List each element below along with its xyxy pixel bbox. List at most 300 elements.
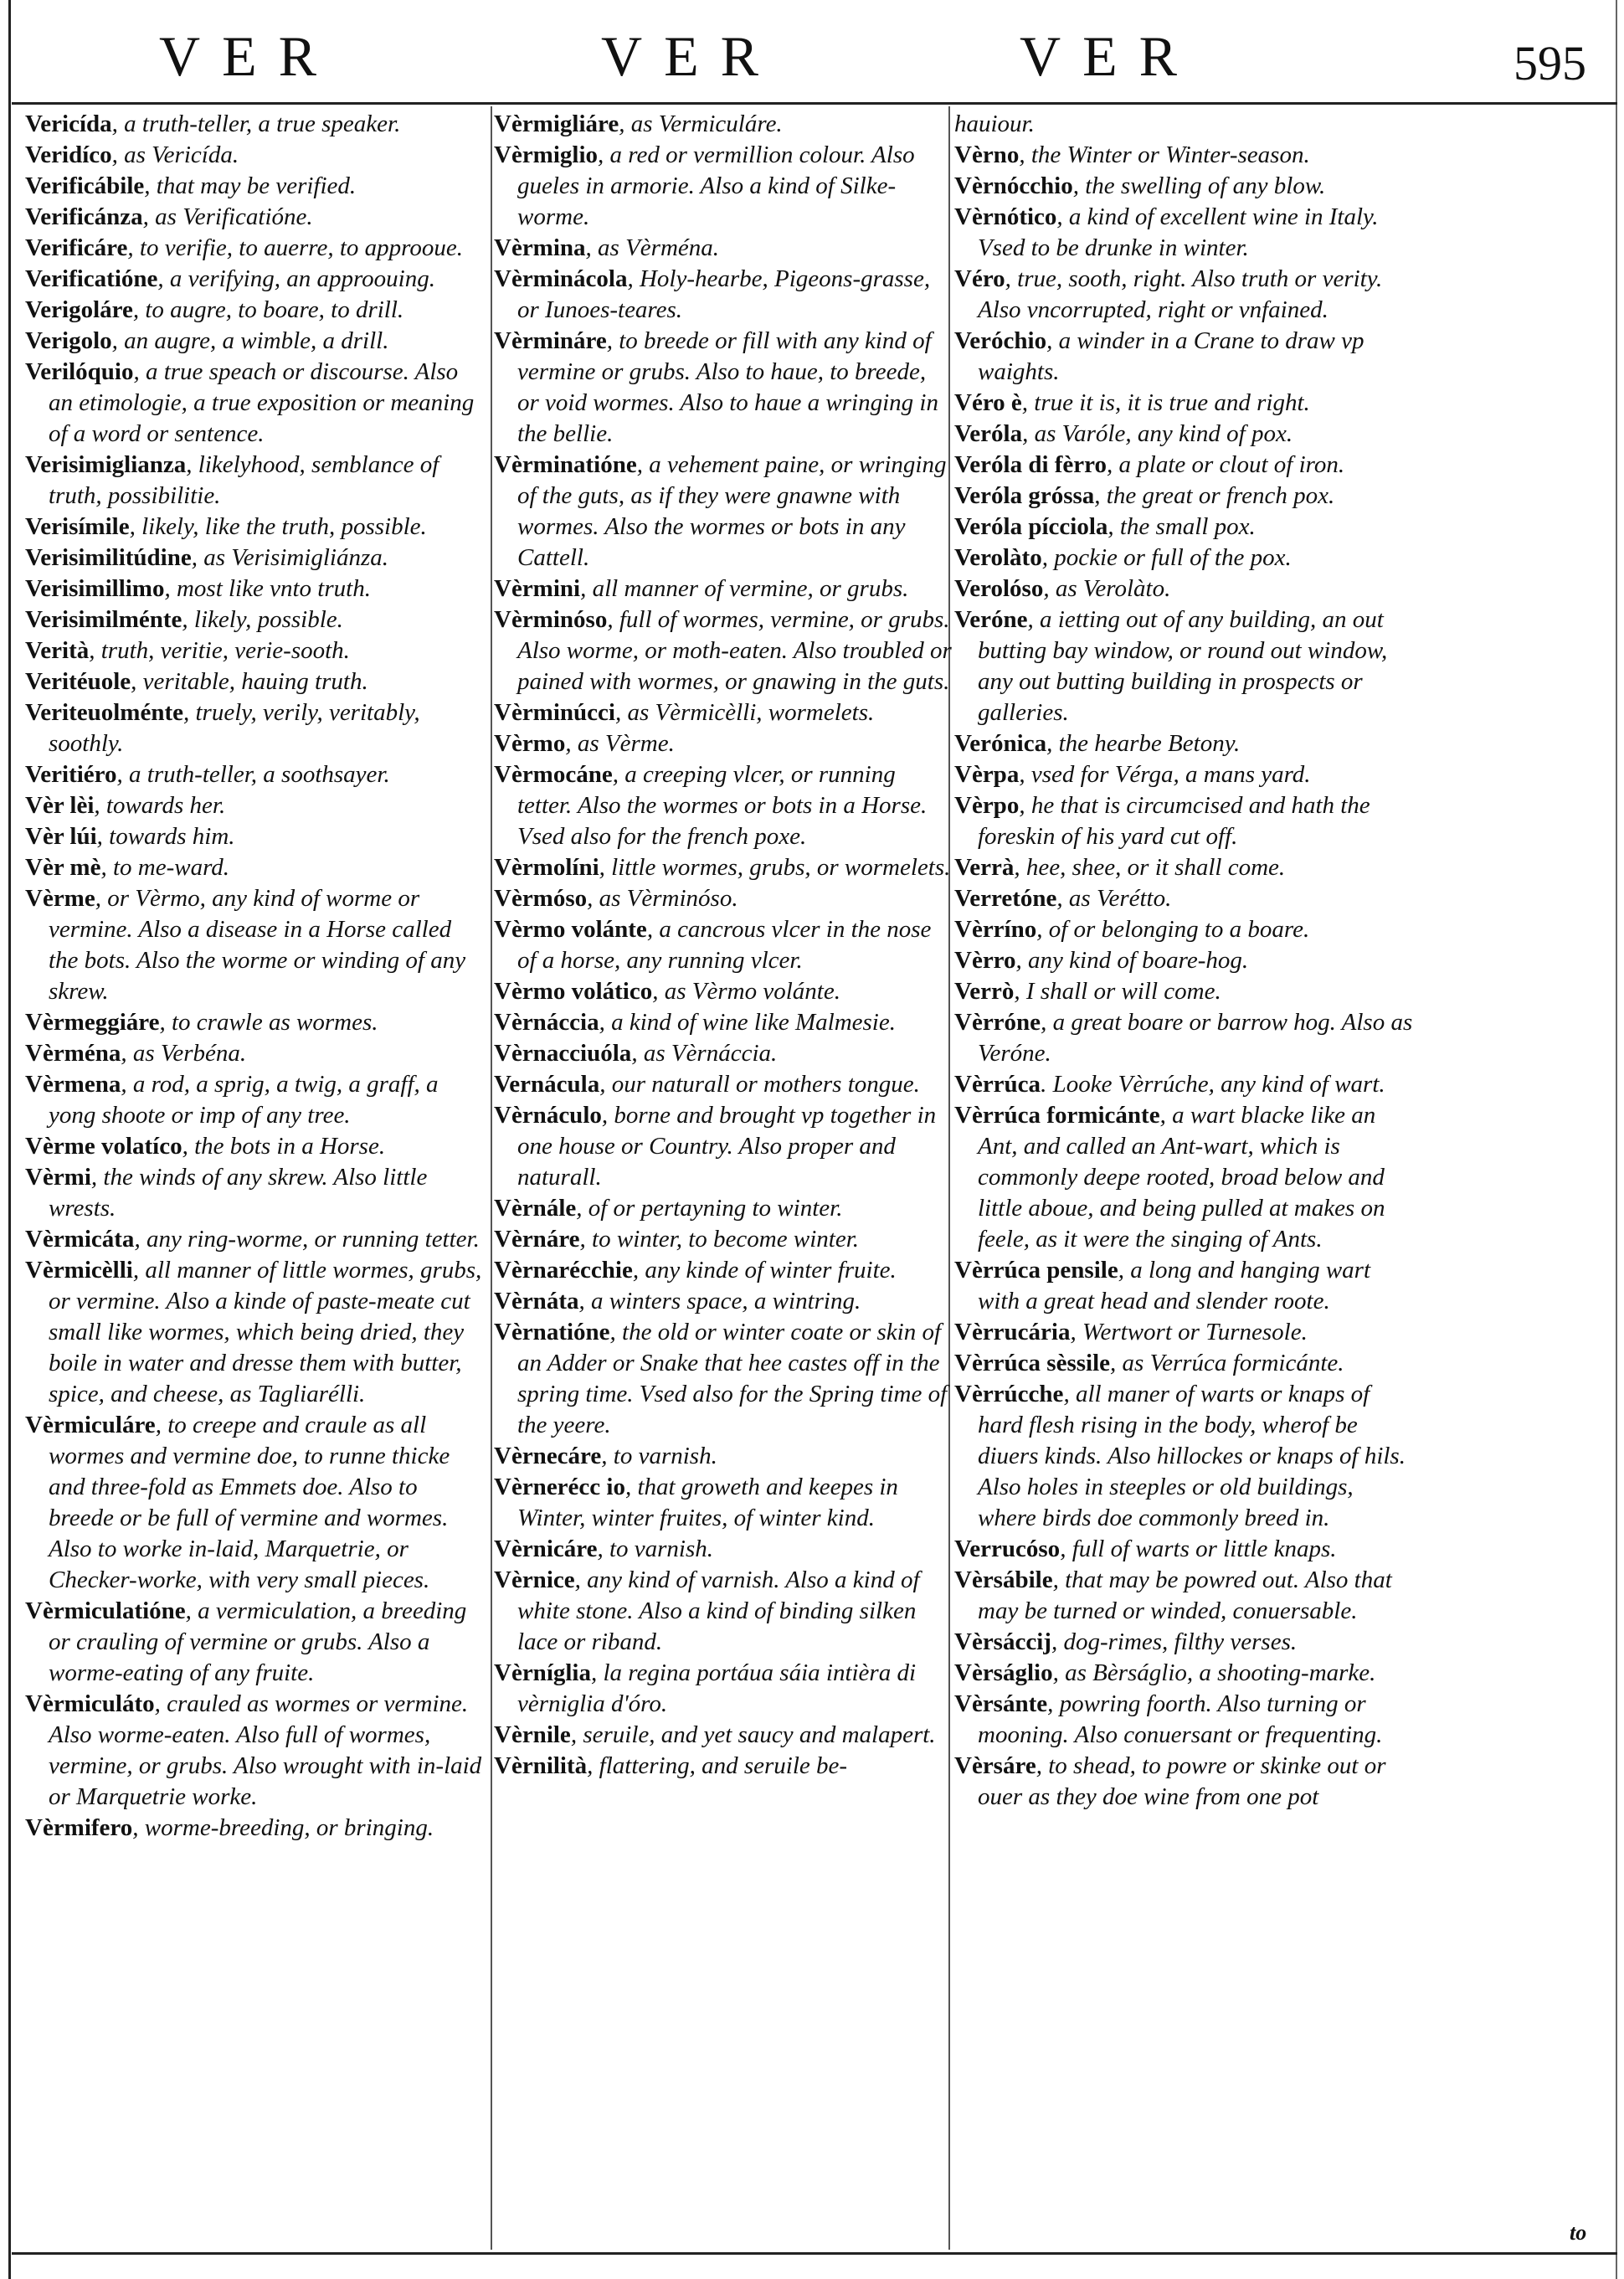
entry-definition: , as Varóle, any kind of pox. bbox=[1022, 420, 1293, 447]
dictionary-entry bbox=[954, 109, 1413, 140]
entry-headword: Vèrsáccij bbox=[954, 1628, 1051, 1655]
entry-definition: , the swelling of any blow. bbox=[1072, 172, 1326, 199]
dictionary-entry bbox=[25, 574, 484, 604]
entry-definition: , to varnish. bbox=[597, 1536, 714, 1562]
dictionary-entry bbox=[954, 574, 1413, 604]
dictionary-entry bbox=[25, 140, 484, 171]
entry-headword: Vèrminóso bbox=[494, 606, 608, 633]
entry-definition: , to shead, to powre or skinke out or ouer as they doe wine from one pot bbox=[978, 1752, 1386, 1810]
dictionary-entry bbox=[954, 976, 1413, 1007]
entry-headword: Verità bbox=[25, 637, 90, 664]
dictionary-entry bbox=[954, 1007, 1413, 1069]
entry-headword: Verolàto bbox=[954, 544, 1042, 571]
dictionary-entry bbox=[25, 1255, 484, 1410]
entry-headword: Vèrno bbox=[954, 141, 1020, 168]
entry-headword: Vèrpo bbox=[954, 792, 1020, 819]
entry-definition: , an augre, a wimble, a drill. bbox=[111, 327, 389, 354]
column-middle bbox=[494, 109, 953, 1782]
entry-headword: Vèrmiculatióne bbox=[25, 1597, 186, 1624]
entry-definition: , worme-breeding, or bringing. bbox=[132, 1814, 434, 1841]
entry-definition: , our naturall or mothers tongue. bbox=[599, 1071, 920, 1098]
entry-headword: Vèrrúca pensile bbox=[954, 1257, 1118, 1284]
dictionary-entry bbox=[494, 1038, 953, 1069]
entry-definition: , vsed for Vérga, a mans yard. bbox=[1019, 761, 1311, 788]
entry-definition: , la regina portáua sáia intièra di vèrniglia d'óro. bbox=[517, 1659, 917, 1717]
entry-headword: Verisímile bbox=[25, 513, 130, 540]
entry-definition: , a kind of excellent wine in Italy. Vsed to be drunke in winter. bbox=[978, 203, 1379, 261]
dictionary-entry bbox=[494, 1565, 953, 1658]
dictionary-entry bbox=[494, 852, 953, 883]
entry-headword: Verónica bbox=[954, 730, 1047, 757]
dictionary-entry bbox=[954, 1658, 1413, 1689]
page-right-edge bbox=[1616, 0, 1617, 2279]
entry-definition: , that may be verified. bbox=[144, 172, 357, 199]
entry-definition: , the bots in a Horse. bbox=[182, 1133, 386, 1160]
entry-headword: Verisimillimo bbox=[25, 575, 165, 602]
entry-definition: , Wertwort or Turnesole. bbox=[1070, 1319, 1308, 1345]
entry-headword: Veróla bbox=[954, 420, 1023, 447]
dictionary-entry bbox=[954, 1069, 1413, 1100]
dictionary-entry bbox=[954, 852, 1413, 883]
entry-headword: Verisimiglianza bbox=[25, 451, 187, 478]
entry-headword: Vèrmini bbox=[494, 575, 581, 602]
entry-definition: , a long and hanging wart with a great head and slender roote. bbox=[978, 1257, 1371, 1314]
entry-definition: , a winters space, a wintring. bbox=[578, 1288, 861, 1314]
entry-headword: Vèrsábile bbox=[954, 1566, 1053, 1593]
entry-headword: Vèrróne bbox=[954, 1009, 1041, 1036]
entry-headword: Verificábile bbox=[25, 172, 145, 199]
column-rule-1 bbox=[491, 106, 492, 2250]
dictionary-entry bbox=[494, 883, 953, 914]
dictionary-entry bbox=[954, 264, 1413, 326]
entry-definition: , a truth-teller, a true speaker. bbox=[111, 111, 401, 137]
dictionary-entry bbox=[494, 1441, 953, 1472]
entry-headword: Vèr lèi bbox=[25, 792, 95, 819]
entry-headword: Verigoláre bbox=[25, 296, 133, 323]
entry-definition: , as Vermiculáre. bbox=[619, 111, 783, 137]
dictionary-entry bbox=[494, 450, 953, 574]
entry-definition: , as Vèrme. bbox=[565, 730, 675, 757]
entry-definition: , as Verbéna. bbox=[121, 1040, 247, 1067]
entry-headword: Vèrmináre bbox=[494, 327, 607, 354]
entry-definition: , flattering, and seruile be- bbox=[587, 1752, 848, 1779]
entry-headword: Verrà bbox=[954, 854, 1015, 881]
entry-definition: , the small pox. bbox=[1108, 513, 1256, 540]
entry-headword: Verificáre bbox=[25, 234, 128, 261]
entry-definition: , powring foorth. Also turning or mooning. Also conuersant or frequenting. bbox=[978, 1690, 1383, 1748]
entry-headword: Vèrmiglio bbox=[494, 141, 599, 168]
dictionary-entry bbox=[25, 202, 484, 233]
entry-definition: , likelyhood, semblance of truth, possibilitie. bbox=[49, 451, 439, 509]
entry-headword: Vèrrúcche bbox=[954, 1381, 1064, 1407]
entry-headword: Vèrnále bbox=[494, 1195, 577, 1222]
entry-headword: Vèrníglia bbox=[494, 1659, 591, 1686]
dictionary-entry bbox=[25, 1038, 484, 1069]
entry-definition: , truth, veritie, verie-sooth. bbox=[89, 637, 350, 664]
entry-definition: , any kind of varnish. Also a kind of white stone. Also a kind of binding silken lace or riband. bbox=[517, 1566, 920, 1655]
entry-definition: , likely, like the truth, possible. bbox=[129, 513, 427, 540]
dictionary-entry bbox=[494, 1317, 953, 1441]
entry-definition: , as Vericída. bbox=[111, 141, 239, 168]
dictionary-entry bbox=[25, 790, 484, 821]
dictionary-entry bbox=[25, 635, 484, 666]
dictionary-entry bbox=[25, 1162, 484, 1224]
entry-definition: , to verifie, to auerre, to approoue. bbox=[127, 234, 463, 261]
entry-definition: , borne and brought vp together in one house or Country. Also proper and naturall. bbox=[517, 1102, 937, 1191]
dictionary-entry bbox=[25, 233, 484, 264]
dictionary-entry bbox=[25, 295, 484, 326]
entry-headword: Vèrmicáta bbox=[25, 1226, 135, 1253]
dictionary-entry bbox=[25, 883, 484, 1007]
header-center-word: VER bbox=[601, 24, 780, 88]
entry-headword: Verificatióne bbox=[25, 265, 158, 292]
entry-headword: Vèrmo bbox=[494, 730, 566, 757]
entry-definition: , as Vèrmicèlli, wormelets. bbox=[614, 699, 875, 726]
catchword: to bbox=[1570, 2220, 1587, 2245]
dictionary-entry bbox=[494, 728, 953, 759]
entry-headword: Vèrpa bbox=[954, 761, 1020, 788]
entry-definition: , little wormes, grubs, or wormelets. bbox=[599, 854, 951, 881]
dictionary-entry bbox=[494, 1286, 953, 1317]
entry-definition: , a winder in a Crane to draw vp waights. bbox=[978, 327, 1364, 385]
entry-definition: , the hearbe Betony. bbox=[1046, 730, 1241, 757]
dictionary-entry bbox=[25, 1410, 484, 1596]
entry-headword: Veritiéro bbox=[25, 761, 117, 788]
entry-headword: Vèrnicáre bbox=[494, 1536, 598, 1562]
column-left bbox=[25, 109, 484, 1844]
entry-definition: , a kind of wine like Malmesie. bbox=[599, 1009, 896, 1036]
dictionary-entry bbox=[25, 697, 484, 759]
entry-definition: , a truth-teller, a soothsayer. bbox=[116, 761, 390, 788]
entry-definition: , hee, shee, or it shall come. bbox=[1014, 854, 1286, 881]
entry-headword: Vèrmo volánte bbox=[494, 916, 647, 943]
footer-rule bbox=[12, 2252, 1617, 2255]
dictionary-entry bbox=[25, 666, 484, 697]
header-right-word: VER bbox=[1020, 24, 1199, 88]
entry-headword: Vèrnáre bbox=[494, 1226, 580, 1253]
dictionary-entry bbox=[25, 450, 484, 512]
dictionary-entry bbox=[494, 697, 953, 728]
entry-headword: Véro bbox=[954, 265, 1005, 292]
dictionary-entry bbox=[954, 1627, 1413, 1658]
dictionary-entry bbox=[25, 109, 484, 140]
page-left-edge bbox=[8, 0, 11, 2279]
dictionary-entry bbox=[954, 1255, 1413, 1317]
dictionary-entry bbox=[954, 1751, 1413, 1813]
entry-definition: , Holy-hearbe, Pigeons-grasse, or Iunoes-teares. bbox=[517, 265, 931, 323]
entry-definition: , towards him. bbox=[96, 823, 235, 850]
entry-definition: , a rod, a sprig, a twig, a graff, a yong shoote or imp of any tree. bbox=[49, 1071, 439, 1129]
entry-headword: Vèrmena bbox=[25, 1071, 121, 1098]
entry-headword: Veróchio bbox=[954, 327, 1047, 354]
entry-headword: Vèrnáccia bbox=[494, 1009, 599, 1036]
dictionary-entry bbox=[494, 264, 953, 326]
dictionary-entry bbox=[954, 728, 1413, 759]
entry-definition: , a wart blacke like an Ant, and called an Ant-wart, which is commonly deepe rooted, broad below and little aboue, and being pulled at makes on feele, as it were the singing of Ants. bbox=[978, 1102, 1385, 1253]
entry-definition: , of or pertayning to winter. bbox=[576, 1195, 843, 1222]
entry-headword: Vèrmeggiáre bbox=[25, 1009, 160, 1036]
entry-headword: Vèrnecáre bbox=[494, 1443, 602, 1469]
entry-headword: Vèrnilità bbox=[494, 1752, 588, 1779]
entry-headword: Vèrmigliáre bbox=[494, 111, 619, 137]
entry-definition: , pockie or full of the pox. bbox=[1041, 544, 1292, 571]
entry-headword: Vèrságlio bbox=[954, 1659, 1053, 1686]
entry-definition: , likely, possible. bbox=[182, 606, 343, 633]
dictionary-entry bbox=[494, 914, 953, 976]
entry-definition: , to winter, to become winter. bbox=[579, 1226, 860, 1253]
dictionary-entry bbox=[954, 140, 1413, 171]
entry-definition: , of or belonging to a boare. bbox=[1036, 916, 1310, 943]
entry-definition: hauiour. bbox=[954, 111, 1035, 137]
entry-definition: , the winds of any skrew. Also little wrests. bbox=[49, 1164, 428, 1222]
entry-headword: Vèrro bbox=[954, 947, 1016, 974]
dictionary-entry bbox=[494, 759, 953, 852]
page-number: 595 bbox=[1514, 36, 1586, 90]
entry-headword: Verigolo bbox=[25, 327, 112, 354]
entry-headword: Vèrme volatíco bbox=[25, 1133, 182, 1160]
entry-headword: Verrucóso bbox=[954, 1536, 1061, 1562]
dictionary-entry bbox=[25, 759, 484, 790]
entry-definition: , a ietting out of any building, an out butting bay window, or round out window, any out butting building in prospects or galleries. bbox=[978, 606, 1388, 726]
entry-definition: , that may be powred out. Also that may be turned or winded, conuersable. bbox=[978, 1566, 1392, 1624]
entry-definition: , I shall or will come. bbox=[1014, 978, 1221, 1005]
entry-headword: Vèrrúca bbox=[954, 1071, 1041, 1098]
entry-headword: Veriteuolménte bbox=[25, 699, 183, 726]
dictionary-entry bbox=[494, 326, 953, 450]
entry-definition: , to creepe and craule as all wormes and vermine doe, to runne thicke and three-fold as Emmets doe. Also to breede or be full of vermine and wormes. Also to worke in-laid, Marquetrie, or Checker-worke, with very small pieces. bbox=[49, 1412, 450, 1593]
dictionary-entry bbox=[494, 1224, 953, 1255]
entry-headword: Veritéuole bbox=[25, 668, 131, 695]
dictionary-entry bbox=[954, 543, 1413, 574]
entry-definition: , to breede or fill with any kind of vermine or grubs. Also to haue, to breede, or void wormes. Also to haue a wringing in the bellie. bbox=[517, 327, 938, 447]
dictionary-entry bbox=[954, 945, 1413, 976]
entry-definition: , as Vèrména. bbox=[585, 234, 720, 261]
dictionary-entry bbox=[954, 1100, 1413, 1255]
entry-definition: , a red or vermillion colour. Also gueles in armorie. Also a kind of Silke-worme. bbox=[517, 141, 915, 230]
entry-definition: . Looke Vèrrúche, any kind of wart. bbox=[1041, 1071, 1385, 1098]
dictionary-entry bbox=[494, 233, 953, 264]
entry-headword: Vèrminácola bbox=[494, 265, 628, 292]
entry-headword: Vèrmina bbox=[494, 234, 586, 261]
dictionary-entry bbox=[494, 1255, 953, 1286]
entry-definition: , a great boare or barrow hog. Also as Veróne. bbox=[978, 1009, 1413, 1067]
dictionary-entry bbox=[25, 1224, 484, 1255]
entry-headword: Veróla pícciola bbox=[954, 513, 1108, 540]
entry-definition: , as Bèrságlio, a shooting-marke. bbox=[1052, 1659, 1376, 1686]
entry-definition: , to crawle as wormes. bbox=[159, 1009, 378, 1036]
entry-headword: Vèrminatióne bbox=[494, 451, 637, 478]
entry-headword: Vèrnerécc io bbox=[494, 1474, 625, 1500]
entry-headword: Vèrnile bbox=[494, 1721, 571, 1748]
entry-definition: , all manner of vermine, or grubs. bbox=[580, 575, 909, 602]
dictionary-entry bbox=[954, 388, 1413, 419]
dictionary-entry bbox=[494, 1100, 953, 1193]
entry-headword: Vèrnótico bbox=[954, 203, 1057, 230]
dictionary-entry bbox=[25, 264, 484, 295]
entry-headword: Vernácula bbox=[494, 1071, 600, 1098]
dictionary-entry bbox=[954, 1689, 1413, 1751]
entry-headword: Vèrmiculáto bbox=[25, 1690, 155, 1717]
dictionary-entry bbox=[494, 109, 953, 140]
entry-definition: , all manner of little wormes, grubs, or vermine. Also a kinde of paste-meate cut small like wormes, which being dried, they boile in water and dresse them with butter, spice, and cheese, as Tagliarélli. bbox=[49, 1257, 482, 1407]
entry-definition: , crauled as wormes or vermine. Also worme-eaten. Also full of wormes, vermine, or grubs. Also wrought with in-laid or Marquetrie worke. bbox=[49, 1690, 482, 1810]
entry-headword: Vèrnócchio bbox=[954, 172, 1073, 199]
entry-definition: , full of wormes, vermine, or grubs. Also worme, or moth-eaten. Also troubled or pained with wormes, or gnawing in the guts. bbox=[517, 606, 952, 695]
dictionary-entry bbox=[494, 1720, 953, 1751]
entry-headword: Verretóne bbox=[954, 885, 1057, 912]
entry-headword: Verisimilitúdine bbox=[25, 544, 192, 571]
entry-headword: Vèrrúca sèssile bbox=[954, 1350, 1111, 1376]
entry-headword: Vèrríno bbox=[954, 916, 1037, 943]
entry-definition: , a plate or clout of iron. bbox=[1107, 451, 1345, 478]
dictionary-entry bbox=[954, 1379, 1413, 1534]
dictionary-entry bbox=[954, 481, 1413, 512]
entry-headword: Vèrmicèlli bbox=[25, 1257, 133, 1284]
entry-headword: Vèrmifero bbox=[25, 1814, 133, 1841]
entry-definition: , any kinde of winter fruite. bbox=[632, 1257, 897, 1284]
entry-headword: Vèrmocáne bbox=[494, 761, 613, 788]
entry-headword: Vèrnarécchie bbox=[494, 1257, 633, 1284]
entry-definition: , he that is circumcised and hath the foreskin of his yard cut off. bbox=[978, 792, 1370, 850]
dictionary-entry bbox=[494, 1534, 953, 1565]
dictionary-entry bbox=[25, 821, 484, 852]
entry-definition: , truely, verily, veritably, soothly. bbox=[49, 699, 420, 757]
entry-headword: Vèrrucária bbox=[954, 1319, 1071, 1345]
dictionary-entry bbox=[954, 759, 1413, 790]
entry-definition: , any kind of boare-hog. bbox=[1015, 947, 1249, 974]
entry-headword: Vèrsáre bbox=[954, 1752, 1036, 1779]
dictionary-entry bbox=[494, 574, 953, 604]
header-rule bbox=[12, 102, 1617, 105]
dictionary-entry bbox=[954, 1534, 1413, 1565]
entry-definition: , a creeping vlcer, or running tetter. Also the wormes or bots in a Horse. Vsed also for the french poxe. bbox=[517, 761, 928, 850]
entry-definition: , to varnish. bbox=[601, 1443, 717, 1469]
dictionary-entry bbox=[494, 1658, 953, 1720]
dictionary-entry bbox=[25, 171, 484, 202]
entry-definition: , the old or winter coate or skin of an Adder or Snake that hee castes off in the spring time. Vsed also for the Spring time of the yeere. bbox=[517, 1319, 948, 1438]
entry-definition: , all maner of warts or knaps of hard flesh rising in the body, wherof be diuers kinds. Also hillockes or knaps of hils. Also holes in steeples or old buildings, where birds doe commonly breed in. bbox=[978, 1381, 1406, 1531]
dictionary-entry bbox=[494, 1751, 953, 1782]
dictionary-entry bbox=[25, 1131, 484, 1162]
entry-definition: , true, sooth, right. Also truth or verity. Also vncorrupted, right or vnfained. bbox=[978, 265, 1383, 323]
entry-headword: Vèrme bbox=[25, 885, 95, 912]
dictionary-entry bbox=[954, 1317, 1413, 1348]
entry-definition: , as Verificatióne. bbox=[142, 203, 313, 230]
entry-definition: , a cancrous vlcer in the nose of a horse, any running vlcer. bbox=[517, 916, 932, 974]
dictionary-entry bbox=[25, 1813, 484, 1844]
entry-headword: Verrò bbox=[954, 978, 1015, 1005]
entry-headword: Vericída bbox=[25, 111, 112, 137]
entry-headword: Véro è bbox=[954, 389, 1022, 416]
entry-headword: Veróla di fèrro bbox=[954, 451, 1108, 478]
entry-headword: Vèrsánte bbox=[954, 1690, 1048, 1717]
dictionary-entry bbox=[25, 543, 484, 574]
entry-definition: , a true speach or discourse. Also an etimologie, a true exposition or meaning of a word or sentence. bbox=[49, 358, 475, 447]
entry-headword: Vèrména bbox=[25, 1040, 121, 1067]
dictionary-entry bbox=[494, 1472, 953, 1534]
dictionary-entry bbox=[494, 1007, 953, 1038]
entry-definition: , the great or french pox. bbox=[1094, 482, 1335, 509]
entry-headword: Vèrnice bbox=[494, 1566, 575, 1593]
dictionary-entry bbox=[954, 512, 1413, 543]
entry-definition: , veritable, hauing truth. bbox=[131, 668, 368, 695]
entry-definition: , towards her. bbox=[94, 792, 226, 819]
entry-definition: , seruile, and yet saucy and malapert. bbox=[570, 1721, 936, 1748]
dictionary-entry bbox=[954, 914, 1413, 945]
entry-definition: , full of warts or little knaps. bbox=[1060, 1536, 1337, 1562]
entry-definition: , as Verisimigliánza. bbox=[191, 544, 388, 571]
entry-headword: Vèrrúca formicánte bbox=[954, 1102, 1160, 1129]
entry-headword: Vèrnatióne bbox=[494, 1319, 610, 1345]
dictionary-entry bbox=[494, 976, 953, 1007]
entry-headword: Vèrminúcci bbox=[494, 699, 615, 726]
entry-definition: , as Vèrnáccia. bbox=[631, 1040, 778, 1067]
dictionary-entry bbox=[954, 604, 1413, 728]
entry-headword: Vèrnáta bbox=[494, 1288, 579, 1314]
dictionary-entry bbox=[954, 326, 1413, 388]
dictionary-entry bbox=[954, 171, 1413, 202]
dictionary-entry bbox=[494, 1193, 953, 1224]
dictionary-entry bbox=[494, 1069, 953, 1100]
dictionary-entry bbox=[954, 1348, 1413, 1379]
entry-definition: , or Vèrmo, any kind of worme or vermine. Also a disease in a Horse called the bots. Also the worme or winding of any skrew. bbox=[49, 885, 466, 1005]
entry-headword: Verolóso bbox=[954, 575, 1044, 602]
entry-definition: , dog-rimes, filthy verses. bbox=[1051, 1628, 1298, 1655]
dictionary-entry bbox=[954, 1565, 1413, 1627]
dictionary-entry bbox=[25, 357, 484, 450]
entry-headword: Vèr mè bbox=[25, 854, 101, 881]
dictionary-entry bbox=[25, 512, 484, 543]
dictionary-entry bbox=[25, 852, 484, 883]
entry-definition: , a vehement paine, or wringing of the guts, as if they were gnawne with wormes. Also the wormes or bots in any Cattell. bbox=[517, 451, 947, 571]
column-right bbox=[954, 109, 1413, 1813]
dictionary-entry bbox=[25, 326, 484, 357]
entry-headword: Vèrmi bbox=[25, 1164, 91, 1191]
entry-definition: , any ring-worme, or running tetter. bbox=[134, 1226, 480, 1253]
dictionary-entry bbox=[25, 1069, 484, 1131]
dictionary-entry bbox=[494, 140, 953, 233]
header-left-word: VER bbox=[159, 24, 338, 88]
dictionary-entry bbox=[954, 419, 1413, 450]
entry-definition: , to me-ward. bbox=[100, 854, 230, 881]
entry-headword: Vèrnáculo bbox=[494, 1102, 602, 1129]
dictionary-entry bbox=[954, 450, 1413, 481]
dictionary-entry bbox=[954, 202, 1413, 264]
dictionary-entry bbox=[25, 1007, 484, 1038]
dictionary-entry bbox=[954, 883, 1413, 914]
entry-definition: , as Verolàto. bbox=[1043, 575, 1171, 602]
entry-definition: , the Winter or Winter-season. bbox=[1019, 141, 1310, 168]
entry-definition: , to augre, to boare, to drill. bbox=[132, 296, 404, 323]
entry-headword: Veróne bbox=[954, 606, 1028, 633]
entry-headword: Vèrnacciuóla bbox=[494, 1040, 632, 1067]
entry-definition: , a verifying, an approouing. bbox=[157, 265, 435, 292]
entry-headword: Veridíco bbox=[25, 141, 112, 168]
entry-headword: Verificánza bbox=[25, 203, 143, 230]
entry-headword: Vèr lúi bbox=[25, 823, 97, 850]
dictionary-entry bbox=[25, 1596, 484, 1689]
dictionary-entry bbox=[25, 1689, 484, 1813]
entry-definition: , a vermiculation, a breeding or crauling of vermine or grubs. Also a worme-eating of any fruite. bbox=[49, 1597, 467, 1686]
entry-headword: Vèrmóso bbox=[494, 885, 588, 912]
entry-headword: Verisimilménte bbox=[25, 606, 182, 633]
entry-definition: , true it is, it is true and right. bbox=[1021, 389, 1310, 416]
entry-definition: , as Vèrminóso. bbox=[587, 885, 738, 912]
entry-headword: Verilóquio bbox=[25, 358, 134, 385]
entry-definition: , that groweth and keepes in Winter, winter fruites, of winter kind. bbox=[517, 1474, 898, 1531]
entry-headword: Vèrmo volático bbox=[494, 978, 653, 1005]
dictionary-entry bbox=[494, 604, 953, 697]
